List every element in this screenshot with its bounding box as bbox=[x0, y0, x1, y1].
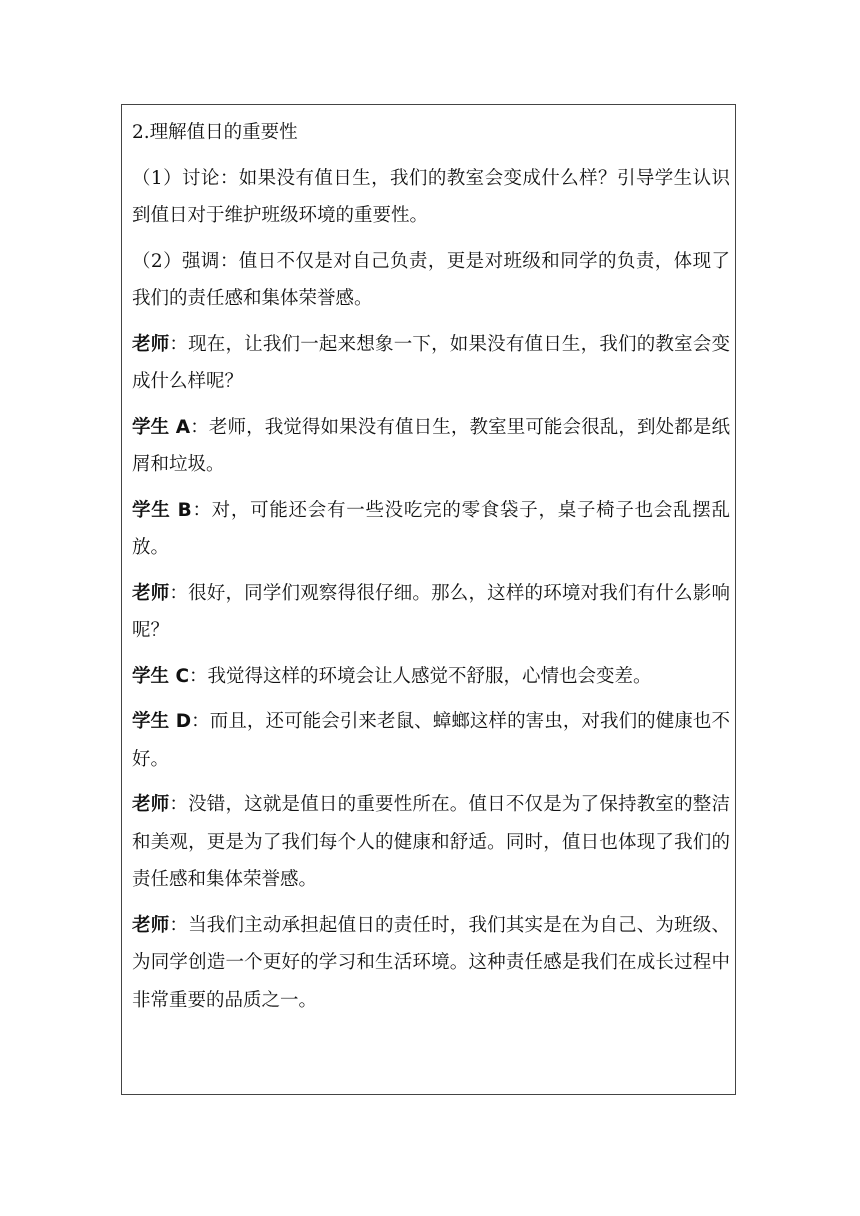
speaker-label: 老师 bbox=[132, 794, 170, 815]
section-heading: 2.理解值日的重要性 bbox=[132, 122, 298, 143]
dialogue-text: ：很好，同学们观察得很仔细。那么，这样的环境对我们有什么影响呢？ bbox=[132, 582, 730, 641]
dialogue-text: ：而且，还可能会引来老鼠、蟑螂这样的害虫，对我们的健康也不好。 bbox=[132, 711, 730, 770]
speaker-label: 老师 bbox=[132, 582, 170, 604]
dialogue-line bbox=[132, 703, 730, 778]
speaker-label: 老师 bbox=[132, 333, 170, 355]
emphasis-point: （2）强调：值日不仅是对自己负责，更是对班级和同学的负责，体现了我们的责任感和集体荣誉感。 bbox=[132, 250, 730, 309]
speaker-label: 学生 B bbox=[132, 499, 192, 521]
dialogue-line bbox=[132, 786, 730, 899]
speaker-label: 学生 D bbox=[132, 711, 192, 732]
dialogue-line bbox=[132, 575, 730, 650]
dialogue-line bbox=[132, 658, 730, 696]
dialogue-text: ：老师，我觉得如果没有值日生，教室里可能会很乱，到处都是纸屑和垃圾。 bbox=[132, 416, 730, 475]
document-body bbox=[132, 114, 730, 1027]
speaker-label: 学生 A bbox=[132, 416, 191, 438]
dialogue-text: ：没错，这就是值日的重要性所在。值日不仅是为了保持教室的整洁和美观，更是为了我们每个人的健康和舒适。同时，值日也体现了我们的责任感和集体荣誉感。 bbox=[132, 794, 730, 890]
dialogue-line bbox=[132, 907, 730, 1020]
speaker-label: 老师 bbox=[132, 914, 170, 936]
dialogue-text: ：对，可能还会有一些没吃完的零食袋子，桌子椅子也会乱摆乱放。 bbox=[132, 499, 730, 558]
dialogue-line bbox=[132, 326, 730, 401]
dialogue-text: ：现在，让我们一起来想象一下，如果没有值日生，我们的教室会变成什么样呢？ bbox=[132, 333, 730, 392]
dialogue-text: ：当我们主动承担起值日的责任时，我们其实是在为自己、为班级、为同学创造一个更好的学习和生活环境。这种责任感是我们在成长过程中非常重要的品质之一。 bbox=[132, 914, 730, 1011]
dialogue-text: ：我觉得这样的环境会让人感觉不舒服，心情也会变差。 bbox=[189, 665, 652, 687]
dialogue-line bbox=[132, 409, 730, 484]
discussion-point: （1）讨论：如果没有值日生，我们的教室会变成什么样？引导学生认识到值日对于维护班级环境的重要性。 bbox=[132, 167, 730, 226]
speaker-label: 学生 C bbox=[132, 665, 190, 687]
dialogue-line bbox=[132, 492, 730, 567]
